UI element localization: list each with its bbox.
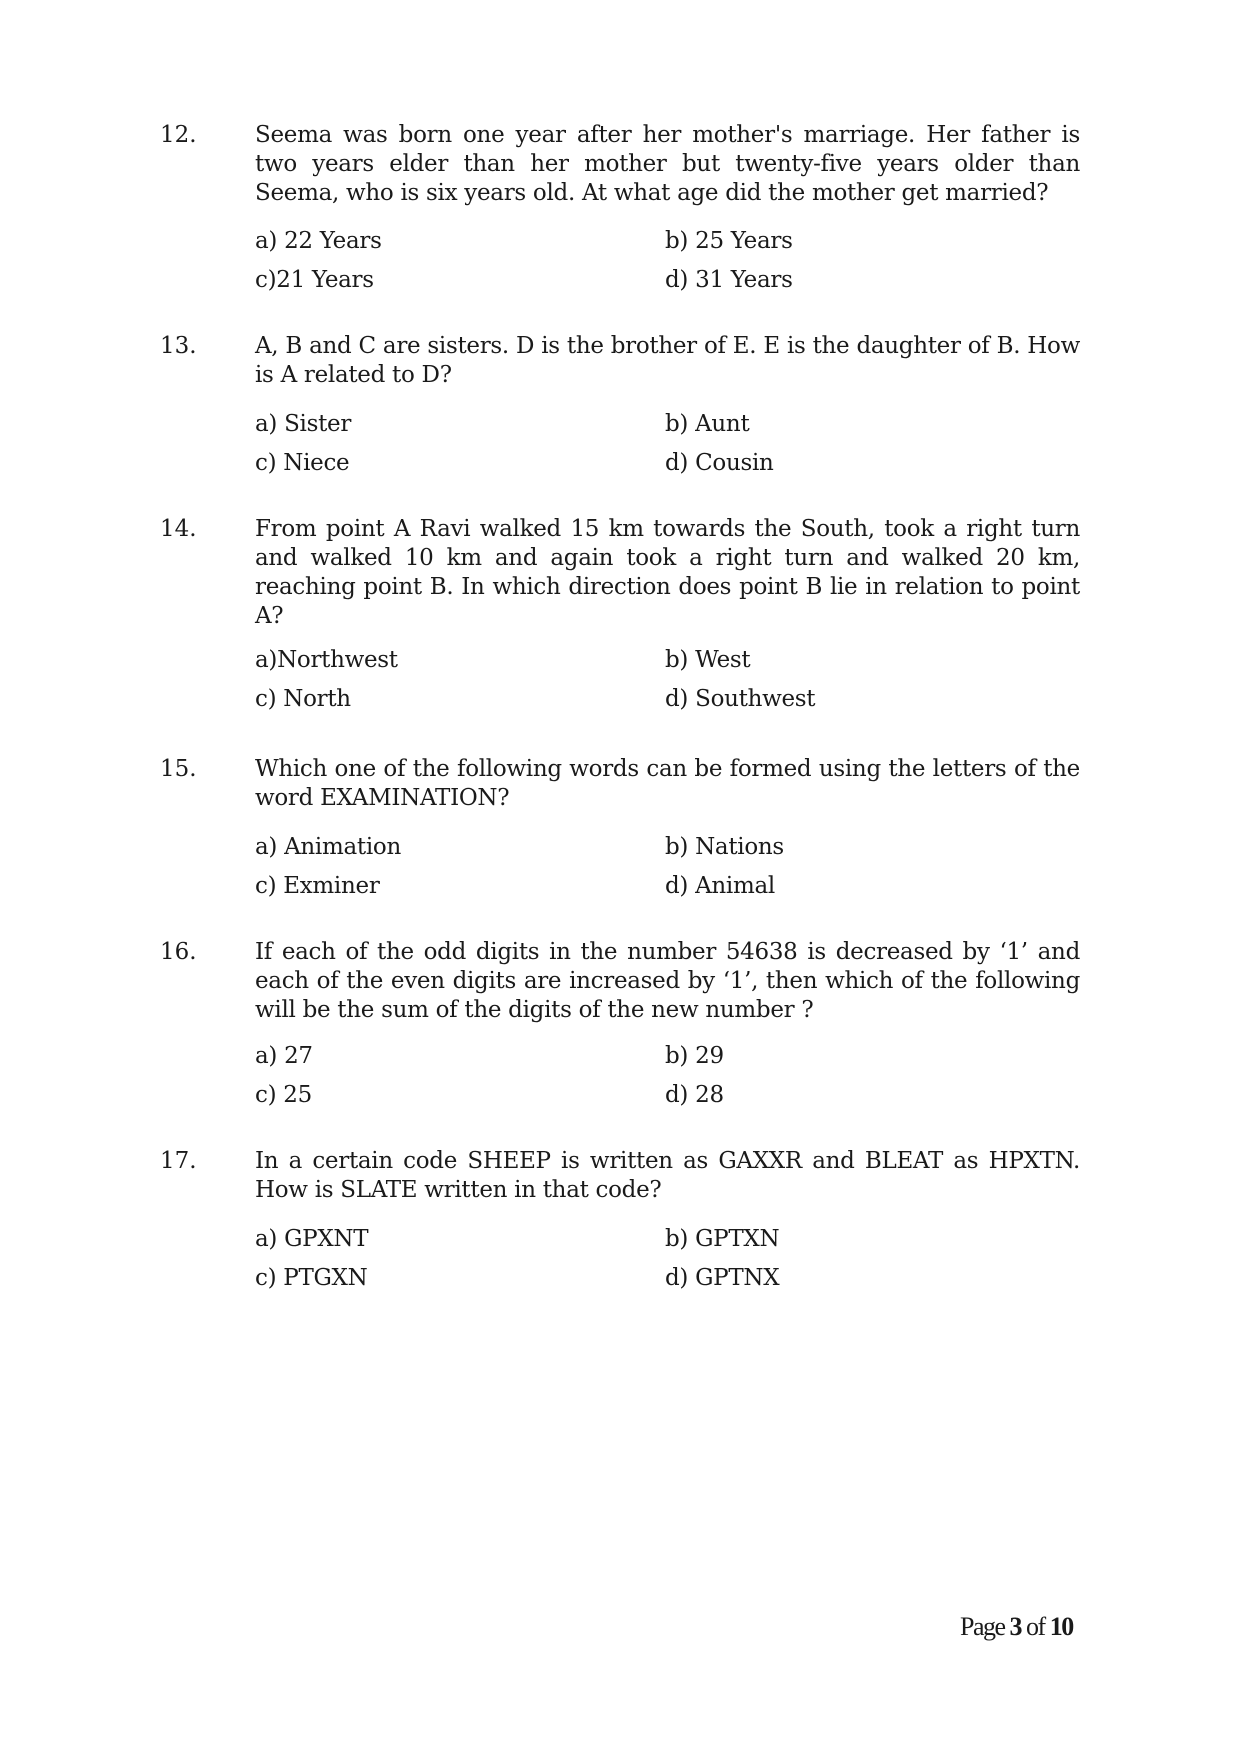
of-label: of xyxy=(1026,1612,1045,1641)
option-c: c) North xyxy=(255,686,351,712)
option-d: d) 28 xyxy=(665,1082,724,1108)
question-text: Which one of the following words can be formed using the letters of the word EXAMINATION? xyxy=(255,756,1080,811)
option-b: b) Aunt xyxy=(665,411,750,437)
option-a: a) GPXNT xyxy=(255,1226,369,1252)
option-a: a) Sister xyxy=(255,411,352,437)
option-b: b) West xyxy=(665,647,751,673)
question-number: 13. xyxy=(160,333,197,359)
option-b: b) 25 Years xyxy=(665,228,793,254)
question-text: If each of the odd digits in the number 54638 is decreased by ‘1’ and each of the even digits are increased by ‘1’, then which of the following will be the sum of the digits of the new number ? xyxy=(255,939,1080,1023)
option-d: d) Cousin xyxy=(665,450,774,476)
question-number: 12. xyxy=(160,122,197,148)
option-d: d) GPTNX xyxy=(665,1265,780,1291)
question-number: 16. xyxy=(160,939,197,965)
option-c: c) Exminer xyxy=(255,873,380,899)
page-label: Page xyxy=(960,1612,1005,1641)
option-a: a) 27 xyxy=(255,1043,313,1069)
option-a: a)Northwest xyxy=(255,647,398,673)
question-number: 15. xyxy=(160,756,197,782)
option-c: c)21 Years xyxy=(255,267,374,293)
option-b: b) Nations xyxy=(665,834,784,860)
current-page: 3 xyxy=(1009,1612,1022,1641)
question-text: A, B and C are sisters. D is the brother of E. E is the daughter of B. How is A related to D? xyxy=(255,333,1080,388)
option-a: a) Animation xyxy=(255,834,401,860)
option-a: a) 22 Years xyxy=(255,228,382,254)
option-c: c) Niece xyxy=(255,450,350,476)
question-number: 14. xyxy=(160,516,197,542)
question-text: Seema was born one year after her mother's marriage. Her father is two years elder than her mother but twenty-five years older than Seema, who is six years old. At what age did the mother get married? xyxy=(255,122,1080,206)
option-c: c) 25 xyxy=(255,1082,312,1108)
question-number: 17. xyxy=(160,1148,197,1174)
option-c: c) PTGXN xyxy=(255,1265,368,1291)
option-d: d) 31 Years xyxy=(665,267,793,293)
option-d: d) Animal xyxy=(665,873,775,899)
total-pages: 10 xyxy=(1049,1612,1073,1641)
option-b: b) 29 xyxy=(665,1043,724,1069)
question-text: In a certain code SHEEP is written as GAXXR and BLEAT as HPXTN. How is SLATE written in that code? xyxy=(255,1148,1080,1203)
option-d: d) Southwest xyxy=(665,686,816,712)
question-text: From point A Ravi walked 15 km towards the South, took a right turn and walked 10 km and again took a right turn and walked 20 km, reaching point B. In which direction does point B lie in relation to point A? xyxy=(255,516,1080,629)
option-b: b) GPTXN xyxy=(665,1226,780,1252)
page-number xyxy=(960,1612,1073,1642)
